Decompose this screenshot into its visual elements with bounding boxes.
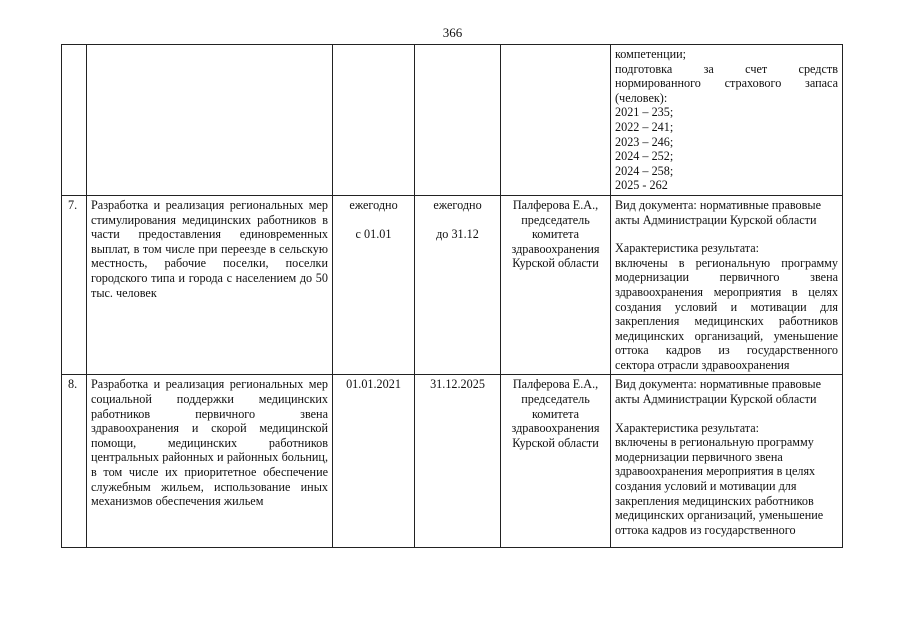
year-value: 2022 – 241; — [615, 119, 674, 134]
responsible-person: Палферова Е.А., председатель комитета здравоохранения Курской области — [501, 195, 611, 375]
start-date: ежегодно — [349, 197, 398, 212]
year-value: 2024 – 252; — [615, 149, 674, 164]
result-characteristic: включены в региональную программу модернизации первичного звена здравоохранения мероприятия в целях создания условий и мотивации для закрепления медицинских работников медицинских организаций, уменьшение оттока кадров из государственного сектора отрасли здравоохранения — [615, 255, 838, 372]
result-characteristic-title: Характеристика результата: — [615, 420, 760, 435]
cell-description — [87, 45, 333, 196]
cell-num — [62, 45, 87, 196]
end-date-cell — [415, 375, 501, 548]
measure-description: Разработка и реализация региональных мер социальной поддержки медицинских работников первичного звена здравоохранения и скорой медицинской помощи, медицинских работников центральных районных и районных больниц, в том числе их приоритетное обеспечение служебным жильем, использование иных механизмов обеспечения жильем — [87, 375, 333, 548]
cell-result — [611, 45, 843, 196]
table-row — [62, 195, 843, 375]
result-text: (человек): — [615, 90, 668, 105]
start-date-cell — [333, 375, 415, 548]
measure-description: Разработка и реализация региональных мер стимулирования медицинских работников в части предоставления единовременных выплат, в том числе при переезде в сельскую местность, рабочие поселки, поселки городского типа и города с населением до 50 тыс. человек — [87, 195, 333, 375]
end-date-cell — [415, 195, 501, 375]
table-row — [62, 375, 843, 548]
document-type: Вид документа: нормативные правовые акты Администрации Курской области — [615, 197, 821, 227]
cell-start — [333, 45, 415, 196]
start-date: 01.01.2021 — [346, 377, 401, 392]
row-number: 8. — [62, 375, 87, 548]
result-cell — [611, 375, 843, 548]
result-cell — [611, 195, 843, 375]
table-row-continuation — [62, 45, 843, 196]
year-value: 2021 – 235; — [615, 105, 674, 120]
page-number: 366 — [442, 25, 463, 40]
responsible-person: Палферова Е.А., председатель комитета здравоохранения Курской области — [501, 375, 611, 548]
result-characteristic: включены в региональную программу модернизации первичного звена здравоохранения мероприятия в целях создания условий и мотивации для закрепления медицинских работников медицинских организаций, уменьшение оттока кадров из государственного — [615, 435, 824, 537]
result-text: подготовка за счет средств — [615, 61, 838, 76]
end-date: до 31.12 — [436, 226, 479, 241]
cell-responsible — [501, 45, 611, 196]
year-value: 2025 - 262 — [615, 178, 668, 193]
document-type: Вид документа: нормативные правовые акты Администрации Курской области — [615, 377, 821, 407]
result-characteristic-title: Характеристика результата: — [615, 241, 760, 256]
start-date-cell — [333, 195, 415, 375]
cell-end — [415, 45, 501, 196]
year-value: 2024 – 258; — [615, 163, 674, 178]
end-date: ежегодно — [433, 197, 482, 212]
row-number: 7. — [62, 195, 87, 375]
year-value: 2023 – 246; — [615, 134, 674, 149]
measures-table — [61, 44, 843, 548]
result-text: нормированного страхового запаса — [615, 76, 838, 91]
end-date: 31.12.2025 — [430, 377, 485, 392]
start-date: с 01.01 — [355, 226, 392, 241]
result-text: компетенции; — [615, 47, 687, 61]
